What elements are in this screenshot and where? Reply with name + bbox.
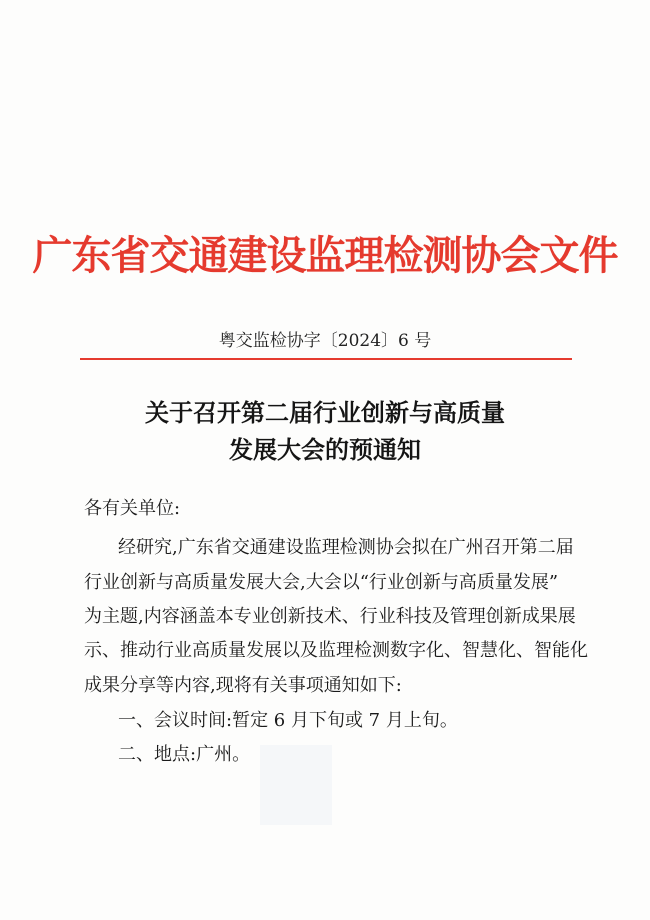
meeting-time-line: 一、会议时间:暂定 6 月下旬或 7 月上旬。 [118, 710, 458, 731]
notice-title-line-1: 关于召开第二届行业创新与高质量 [145, 398, 505, 427]
body-line-4: 示、推动行业高质量发展以及监理检测数字化、智慧化、智能化 [84, 640, 588, 661]
salutation: 各有关单位: [84, 498, 181, 519]
body-line-2: 行业创新与高质量发展大会,大会以“行业创新与高质量发展” [84, 572, 559, 593]
body-line-3: 为主题,内容涵盖本专业创新技术、行业科技及管理创新成果展 [84, 606, 576, 627]
faint-stamp-shadow [260, 745, 332, 825]
red-divider-line [80, 358, 572, 360]
body-line-5: 成果分享等内容,现将有关事项通知如下: [84, 675, 402, 696]
body-line-1: 经研究,广东省交通建设监理检测协会拟在广州召开第二届 [118, 537, 574, 558]
meeting-location-line: 二、地点:广州。 [118, 744, 251, 765]
org-header-title: 广东省交通建设监理检测协会文件 [32, 232, 618, 279]
notice-title-line-2: 发展大会的预通知 [229, 435, 421, 464]
document-number: 粤交监检协字〔2024〕6 号 [218, 331, 432, 351]
